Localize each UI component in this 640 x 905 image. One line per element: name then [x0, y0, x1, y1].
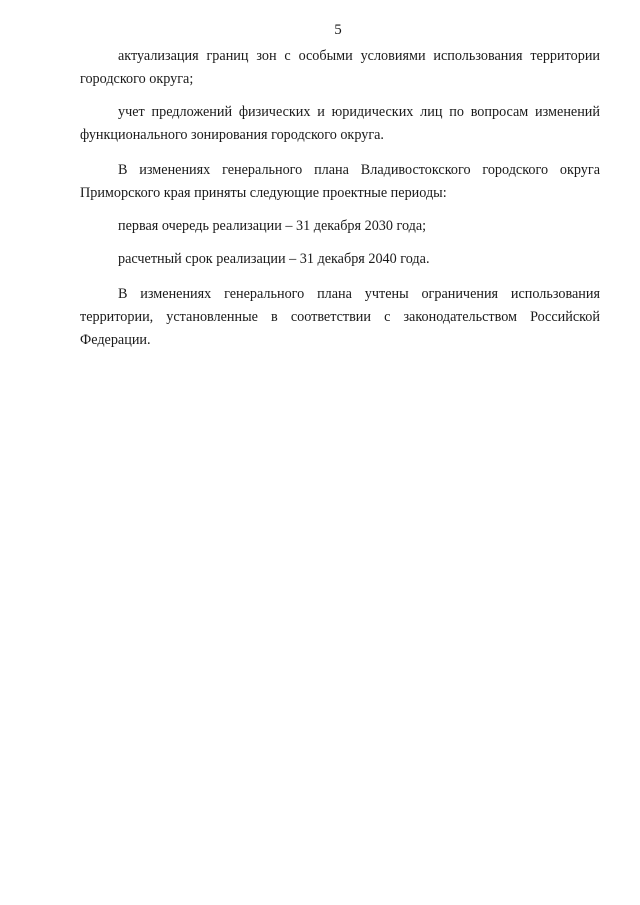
paragraph-proposals: учет предложений физических и юридических лиц по вопросам изменений функционального зонирования городского округа.: [80, 104, 600, 143]
paragraph-restrictions: В изменениях генерального плана учтены ограничения использования территории, установленные в соответствии с законодательством Российской Федерации.: [80, 286, 600, 348]
document-body: [80, 45, 600, 352]
paragraph-project-periods: В изменениях генерального плана Владивостокского городского округа Приморского края приняты следующие проектные периоды:: [80, 162, 600, 201]
page-number: 5: [334, 22, 342, 38]
paragraph-zone-boundaries: актуализация границ зон с особыми условиями использования территории городского округа;: [80, 48, 600, 87]
paragraph-first-stage: первая очередь реализации – 31 декабря 2030 года;: [118, 218, 427, 234]
paragraph-design-term: расчетный срок реализации – 31 декабря 2040 года.: [118, 251, 430, 267]
